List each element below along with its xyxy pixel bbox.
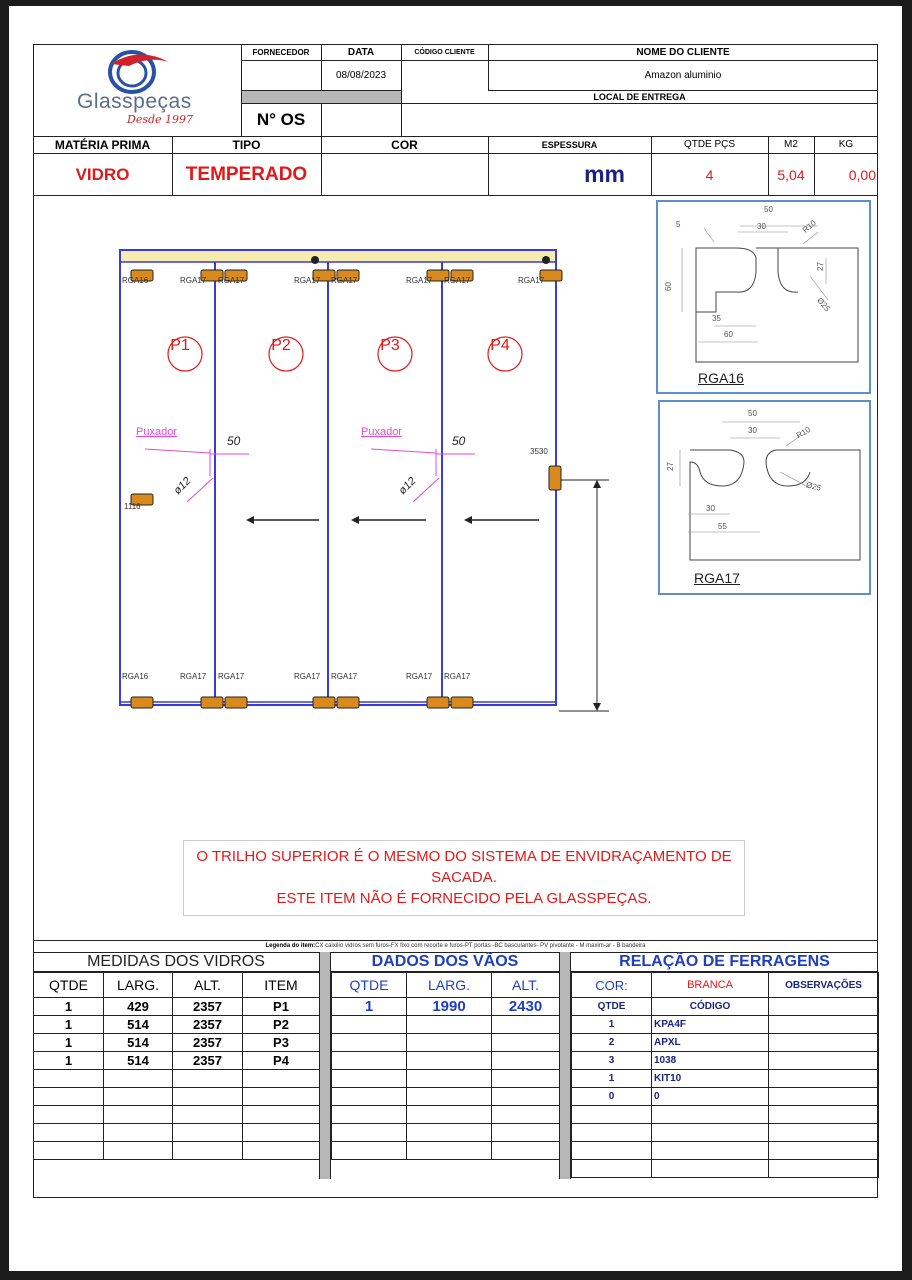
- table-row-empty: [572, 1160, 879, 1178]
- medidas-cell: 1: [34, 1034, 104, 1052]
- medidas-title: MEDIDAS DOS VIDROS: [33, 952, 319, 972]
- table-row: [34, 1052, 320, 1070]
- bottom-tag-3: RGA17: [218, 672, 245, 681]
- data-label: DATA: [347, 46, 375, 58]
- espessura-label: ESPESSURA: [541, 139, 598, 150]
- rga16-dim-27: 27: [815, 262, 825, 271]
- table-row-empty: [34, 1106, 320, 1124]
- table-row-empty: [332, 1142, 560, 1160]
- rga16-dim-r10: R10: [800, 218, 818, 235]
- top-tag-1: RGA16: [122, 276, 149, 285]
- logo-tagline: Desde 1997: [127, 113, 194, 126]
- table-row-empty: [34, 1088, 320, 1106]
- ferragens-obs-label: OBSERVAÇÕES: [769, 973, 879, 998]
- table-row-empty: [34, 1070, 320, 1088]
- company-logo: [69, 46, 199, 131]
- ferragens-header-codigo: CÓDIGO: [652, 998, 769, 1016]
- table-row: [34, 1034, 320, 1052]
- medidas-cell: 1: [34, 998, 104, 1016]
- numero-os-label: N° OS: [256, 110, 306, 129]
- medidas-cell: 2357: [173, 1016, 243, 1034]
- ferragens-cell: 2: [572, 1034, 652, 1052]
- ferragens-cell: 1038: [652, 1052, 769, 1070]
- notice-box: [183, 840, 745, 916]
- rga17-dim-50: 50: [748, 409, 757, 418]
- bottom-tag-1: RGA16: [122, 672, 149, 681]
- header-gray-bar: [242, 90, 401, 103]
- rga16-dim-60v: 60: [663, 282, 673, 291]
- table-row-empty: [332, 1052, 560, 1070]
- m2-value: 5,04: [777, 166, 805, 183]
- rga16-title: RGA16: [698, 370, 744, 386]
- rga17-dim-r10: R10: [794, 424, 812, 441]
- table-row: [34, 998, 320, 1016]
- table-row: [332, 998, 560, 1016]
- logo-text: Glasspeças: [77, 90, 192, 113]
- top-tag-7: RGA17: [444, 276, 471, 285]
- ferragens-cell: KPA4F: [652, 1016, 769, 1034]
- logo-mark-icon: [69, 46, 199, 96]
- table-row: [34, 1016, 320, 1034]
- table-row-empty: [572, 1106, 879, 1124]
- rga16-dim-d25: Ø25: [815, 295, 832, 314]
- order-sheet: [9, 6, 902, 1271]
- detail-rga17: [658, 400, 871, 595]
- medidas-cell: 1: [34, 1052, 104, 1070]
- nome-cliente-label: NOME DO CLIENTE: [636, 46, 730, 58]
- ferragens-title: RELAÇÃO DE FERRAGENS: [571, 952, 878, 972]
- top-tag-2: RGA17: [180, 276, 207, 285]
- handle-diameter-p3: ø12: [396, 475, 419, 497]
- vaos-header-alt: ALT.: [492, 973, 560, 998]
- tipo-value: TEMPERADO: [185, 163, 308, 185]
- table-row: [572, 1034, 879, 1052]
- ferragens-cell: 0: [572, 1088, 652, 1106]
- bottom-tag-4: RGA17: [294, 672, 321, 681]
- top-tag-8: RGA17: [518, 276, 545, 285]
- rga16-dim-30: 30: [757, 222, 766, 231]
- m2-label: M2: [784, 139, 798, 150]
- ferragens-cell: 1: [572, 1016, 652, 1034]
- rga17-profile-drawing: [660, 402, 869, 593]
- cor-label: COR: [391, 137, 418, 152]
- espessura-value: mm: [584, 161, 625, 187]
- vaos-header-larg: LARG.: [407, 973, 492, 998]
- table-row-empty: [332, 1016, 560, 1034]
- ferragens-cell: APXL: [652, 1034, 769, 1052]
- nome-cliente-value: Amazon aluminio: [644, 69, 722, 81]
- ferragens-table: [571, 972, 879, 1178]
- qtde-pcs-label: QTDE PÇS: [683, 139, 736, 150]
- legend-prefix: Legenda do item:: [265, 943, 316, 949]
- table-row: [572, 1052, 879, 1070]
- notice-line-3: ESTE ITEM NÃO É FORNECIDO PELA GLASSPEÇAS.: [276, 890, 652, 907]
- codigo-cliente-label: CÓDIGO CLIENTE: [414, 48, 475, 56]
- legend-text: CX caixilio vidros sem furos-FX fixo com recorte e furos-PT portas -BC basculantes- PV pivotante - M maxim-ar - B bandeira: [315, 943, 646, 949]
- ferragens-cell: KIT10: [652, 1070, 769, 1088]
- handle-label-p3: Puxador: [361, 426, 402, 438]
- ferragens-header-qtde: QTDE: [572, 998, 652, 1016]
- rga16-dim-50: 50: [764, 205, 773, 214]
- medidas-header-larg: LARG.: [104, 973, 173, 998]
- vaos-header-qtde: QTDE: [332, 973, 407, 998]
- table-row-empty: [332, 1124, 560, 1142]
- rga17-dim-55: 55: [718, 522, 727, 531]
- bottom-tag-5: RGA17: [331, 672, 358, 681]
- panel-label-p1: P1: [170, 337, 190, 354]
- medidas-cell: 514: [104, 1052, 173, 1070]
- medidas-header-item: ITEM: [243, 973, 320, 998]
- materia-prima-label: MATÉRIA PRIMA: [54, 137, 151, 152]
- table-row-empty: [332, 1070, 560, 1088]
- table-row-empty: [332, 1034, 560, 1052]
- panel-label-p2: P2: [271, 337, 291, 354]
- ferragens-cell: 3: [572, 1052, 652, 1070]
- medidas-cell: 429: [104, 998, 173, 1016]
- separator-1: [319, 952, 331, 1179]
- kg-value: 0,00: [848, 166, 876, 183]
- vaos-cell: 1990: [407, 998, 492, 1016]
- tipo-label: TIPO: [232, 137, 261, 152]
- ferragens-cor-label: COR:: [572, 973, 652, 998]
- rga16-dim-5: 5: [676, 220, 681, 229]
- kg-label: KG: [838, 139, 854, 150]
- top-fitting-tags: [122, 276, 582, 288]
- medidas-header-qtde: QTDE: [34, 973, 104, 998]
- vaos-table: [331, 972, 560, 1160]
- handle-diameter-p1: ø12: [171, 475, 194, 497]
- table-row-empty: [572, 1142, 879, 1160]
- medidas-cell: 2357: [173, 1052, 243, 1070]
- rga17-dim-30: 30: [748, 426, 757, 435]
- ferragens-cell: 0: [652, 1088, 769, 1106]
- notice-line-2: SACADA.: [431, 869, 497, 886]
- medidas-cell: 2357: [173, 998, 243, 1016]
- panel-label-p3: P3: [380, 337, 400, 354]
- handle-label-p1: Puxador: [136, 426, 177, 438]
- table-row-empty: [34, 1124, 320, 1142]
- medidas-cell: 514: [104, 1034, 173, 1052]
- table-row-empty: [572, 1124, 879, 1142]
- handle-offset-p1: 50: [227, 434, 241, 448]
- top-tag-5: RGA17: [331, 276, 358, 285]
- ferragens-cell: 1: [572, 1070, 652, 1088]
- handle-offset-p3: 50: [452, 434, 466, 448]
- medidas-header-alt: ALT.: [173, 973, 243, 998]
- separator-2: [559, 952, 571, 1179]
- top-tag-3: RGA17: [218, 276, 245, 285]
- bottom-tag-7: RGA17: [444, 672, 471, 681]
- fornecedor-label: FORNECEDOR: [252, 47, 310, 57]
- medidas-cell: P2: [243, 1016, 320, 1034]
- rga17-title: RGA17: [694, 570, 740, 586]
- bottom-tag-6: RGA17: [406, 672, 433, 681]
- rga17-dim-27: 27: [665, 462, 675, 471]
- top-tag-4: RGA17: [294, 276, 321, 285]
- vaos-cell: 1: [332, 998, 407, 1016]
- rga17-dim-30b: 30: [706, 504, 715, 513]
- medidas-cell: P3: [243, 1034, 320, 1052]
- vaos-cell: 2430: [492, 998, 560, 1016]
- dimension-left: 1116: [124, 502, 141, 511]
- legend-bar: [33, 940, 878, 952]
- table-row: [572, 1016, 879, 1034]
- bottom-tag-2: RGA17: [180, 672, 207, 681]
- table-row: [572, 1070, 879, 1088]
- table-row-empty: [34, 1142, 320, 1160]
- ferragens-cor-value: BRANCA: [652, 973, 769, 998]
- detail-rga16: [656, 200, 871, 394]
- rga17-dim-d25: Ø25: [805, 480, 823, 493]
- table-row: [572, 1088, 879, 1106]
- table-row-empty: [332, 1088, 560, 1106]
- top-tag-6: RGA17: [406, 276, 433, 285]
- panel-label-p4: P4: [490, 337, 510, 354]
- bottom-fitting-tags: [122, 672, 582, 684]
- cor-value: [321, 153, 488, 196]
- materia-prima-value: VIDRO: [75, 164, 130, 184]
- rga16-dim-60h: 60: [724, 330, 733, 339]
- medidas-cell: 2357: [173, 1034, 243, 1052]
- medidas-table: [33, 972, 320, 1160]
- medidas-cell: P4: [243, 1052, 320, 1070]
- qtde-pcs-value: 4: [705, 166, 714, 183]
- vaos-title: DADOS DOS VÃOS: [331, 952, 559, 972]
- dimension-right: 3530: [530, 447, 548, 456]
- local-entrega-label: LOCAL DE ENTREGA: [593, 91, 686, 102]
- notice-line-1: O TRILHO SUPERIOR É O MESMO DO SISTEMA DE ENVIDRAÇAMENTO DE: [196, 848, 732, 865]
- medidas-cell: 514: [104, 1016, 173, 1034]
- medidas-cell: 1: [34, 1016, 104, 1034]
- medidas-cell: P1: [243, 998, 320, 1016]
- table-row-empty: [332, 1106, 560, 1124]
- data-value: 08/08/2023: [335, 69, 387, 81]
- rga16-dim-35: 35: [712, 314, 721, 323]
